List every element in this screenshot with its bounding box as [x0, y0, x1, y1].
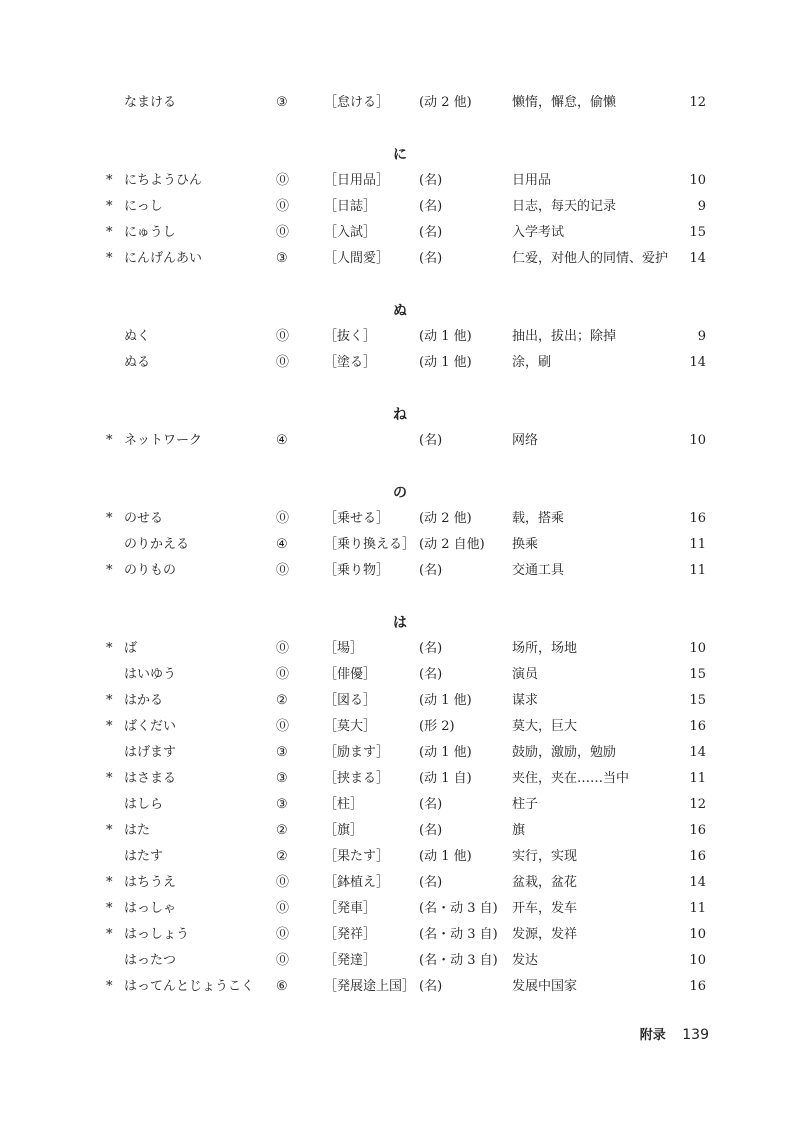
glossary-entry: [0, 662, 800, 688]
glossary-entry: [0, 350, 800, 376]
entry-accent: ⑥: [276, 979, 288, 994]
entry-accent: ②: [276, 849, 288, 864]
entry-reading: のせる: [124, 511, 164, 526]
entry-kanji: ［励ます］: [324, 745, 390, 760]
page-footer: [640, 1024, 709, 1043]
entry-reading: なまける: [124, 95, 177, 110]
entry-kanji: ［発達］: [324, 953, 377, 968]
entry-accent: ③: [276, 771, 288, 786]
glossary-entry: [0, 792, 800, 818]
entry-part-of-speech: (名): [419, 433, 443, 448]
entry-reading: はさまる: [124, 771, 177, 786]
entry-kanji: ［乗り物］: [324, 563, 390, 578]
glossary-entry: [0, 324, 800, 350]
entry-lesson-number: 10: [689, 641, 706, 656]
entry-lesson-number: 15: [689, 225, 706, 240]
entry-lesson-number: 9: [697, 199, 706, 214]
entry-accent: ⓪: [276, 719, 290, 734]
glossary-entry: [0, 948, 800, 974]
entry-lesson-number: 16: [689, 823, 706, 838]
entry-part-of-speech: (动 1 他): [419, 693, 472, 708]
entry-accent: ⓪: [276, 329, 290, 344]
entry-reading: はた: [124, 823, 151, 838]
entry-lesson-number: 12: [689, 797, 706, 812]
entry-part-of-speech: (名): [419, 199, 443, 214]
entry-accent: ⓪: [276, 953, 290, 968]
entry-meaning: 换乘: [512, 537, 539, 552]
entry-reading: にっし: [124, 199, 163, 214]
entry-kanji: ［日誌］: [324, 199, 377, 214]
glossary-entry: [0, 896, 800, 922]
entry-star-mark: *: [106, 173, 113, 188]
entry-accent: ④: [276, 537, 288, 552]
entry-part-of-speech: (动 1 自): [419, 771, 472, 786]
entry-star-mark: *: [106, 719, 113, 734]
entry-star-mark: *: [106, 693, 113, 708]
entry-kanji: ［柱］: [324, 797, 364, 812]
entry-reading: のりかえる: [124, 537, 190, 552]
entry-part-of-speech: (动 1 他): [419, 329, 472, 344]
entry-accent: ⓪: [276, 563, 290, 578]
entry-reading: はっしょう: [124, 927, 190, 942]
entry-lesson-number: 14: [689, 875, 706, 890]
glossary-entry: [0, 818, 800, 844]
entry-kanji: ［日用品］: [324, 173, 390, 188]
entry-meaning: 抽出，拔出；除掉: [512, 329, 617, 344]
entry-accent: ④: [276, 433, 288, 448]
entry-star-mark: *: [106, 199, 113, 214]
entry-reading: ばくだい: [124, 719, 177, 734]
entry-accent: ③: [276, 95, 288, 110]
entry-meaning: 夹住，夹在……当中: [512, 771, 630, 786]
entry-star-mark: *: [106, 771, 113, 786]
entry-part-of-speech: (动 1 他): [419, 849, 472, 864]
footer-label: 附录: [639, 1028, 666, 1043]
entry-meaning: 实行，实现: [512, 849, 578, 864]
entry-lesson-number: 16: [689, 511, 706, 526]
glossary-entry: [0, 766, 800, 792]
entry-accent: ②: [276, 823, 288, 838]
section-heading: は: [393, 615, 407, 631]
entry-lesson-number: 9: [697, 329, 706, 344]
entry-meaning: 网络: [512, 433, 539, 448]
page-number: 139: [682, 1027, 709, 1043]
entry-kanji: ［鉢植え］: [324, 875, 390, 890]
entry-meaning: 发达: [512, 953, 539, 968]
glossary-entry: [0, 844, 800, 870]
entry-meaning: 开车，发车: [512, 901, 578, 916]
entry-kanji: ［怠ける］: [324, 95, 390, 110]
glossary-entry: [0, 90, 800, 116]
entry-kanji: ［発祥］: [324, 927, 377, 942]
entry-kanji: ［挟まる］: [324, 771, 390, 786]
section-heading: の: [393, 485, 407, 501]
entry-meaning: 日志，每天的记录: [512, 199, 617, 214]
entry-kanji: ［場］: [324, 641, 364, 656]
entry-reading: はいゆう: [124, 667, 177, 682]
entry-accent: ⓪: [276, 511, 290, 526]
entry-kanji: ［旗］: [324, 823, 364, 838]
entry-kanji: ［乗り換える］: [324, 537, 416, 552]
entry-part-of-speech: (名): [419, 641, 443, 656]
entry-part-of-speech: (动 2 他): [419, 511, 472, 526]
entry-reading: はってんとじょうこく: [124, 979, 255, 994]
entry-star-mark: *: [106, 433, 113, 448]
entry-part-of-speech: (名): [419, 173, 443, 188]
entry-meaning: 演员: [512, 667, 539, 682]
entry-accent: ③: [276, 251, 288, 266]
glossary-entry: [0, 428, 800, 454]
entry-part-of-speech: (动 2 自他): [419, 537, 485, 552]
entry-part-of-speech: (形 2): [419, 719, 455, 734]
entry-star-mark: *: [106, 563, 113, 578]
glossary-entry: [0, 870, 800, 896]
entry-lesson-number: 11: [689, 537, 706, 552]
entry-meaning: 仁爱，对他人的同情、爱护: [512, 251, 669, 266]
entry-reading: ば: [124, 641, 138, 656]
glossary-entry: [0, 506, 800, 532]
entry-part-of-speech: (名): [419, 875, 443, 890]
entry-kanji: ［図る］: [324, 693, 377, 708]
entry-lesson-number: 11: [689, 771, 706, 786]
entry-meaning: 柱子: [512, 797, 539, 812]
entry-meaning: 发源，发祥: [512, 927, 578, 942]
entry-kanji: ［莫大］: [324, 719, 377, 734]
entry-star-mark: *: [106, 875, 113, 890]
entry-part-of-speech: (名): [419, 823, 443, 838]
entry-accent: ⓪: [276, 927, 290, 942]
glossary-entry: [0, 194, 800, 220]
entry-part-of-speech: (名): [419, 251, 443, 266]
entry-star-mark: *: [106, 251, 113, 266]
entry-star-mark: *: [106, 225, 113, 240]
entry-meaning: 旗: [512, 823, 526, 838]
glossary-entry: [0, 558, 800, 584]
entry-kanji: ［入試］: [324, 225, 377, 240]
entry-reading: はかる: [124, 693, 164, 708]
entry-reading: にんげんあい: [124, 251, 203, 266]
entry-part-of-speech: (名): [419, 979, 443, 994]
entry-lesson-number: 11: [689, 563, 706, 578]
entry-lesson-number: 16: [689, 719, 706, 734]
entry-lesson-number: 11: [689, 901, 706, 916]
entry-kanji: ［抜く］: [324, 329, 377, 344]
entry-lesson-number: 10: [689, 927, 706, 942]
entry-reading: はったつ: [124, 953, 177, 968]
entry-accent: ⓪: [276, 901, 290, 916]
entry-reading: にゅうし: [124, 225, 176, 240]
entry-lesson-number: 10: [689, 173, 706, 188]
entry-star-mark: *: [106, 641, 113, 656]
entry-accent: ③: [276, 745, 288, 760]
entry-meaning: 谋求: [512, 693, 539, 708]
entry-star-mark: *: [106, 823, 113, 838]
entry-meaning: 载，搭乘: [512, 511, 565, 526]
entry-accent: ⓪: [276, 641, 290, 656]
entry-reading: ぬる: [124, 355, 151, 370]
entry-star-mark: *: [106, 901, 113, 916]
entry-part-of-speech: (名): [419, 667, 443, 682]
entry-star-mark: *: [106, 927, 113, 942]
entry-reading: ぬく: [124, 329, 151, 344]
entry-accent: ⓪: [276, 173, 290, 188]
entry-meaning: 涂，刷: [512, 355, 552, 370]
entry-part-of-speech: (动 2 他): [419, 95, 472, 110]
entry-lesson-number: 14: [689, 355, 706, 370]
entry-accent: ⓪: [276, 875, 290, 890]
entry-lesson-number: 14: [689, 251, 706, 266]
entry-meaning: 场所，场地: [512, 641, 578, 656]
glossary-entry: [0, 974, 800, 1000]
entry-accent: ⓪: [276, 667, 290, 682]
entry-reading: はちうえ: [124, 875, 177, 890]
entry-kanji: ［発展途上国］: [324, 979, 416, 994]
entry-meaning: 交通工具: [512, 563, 565, 578]
entry-reading: はたす: [124, 849, 164, 864]
entry-lesson-number: 15: [689, 667, 706, 682]
entry-reading: はっしゃ: [124, 901, 177, 916]
glossary-entry: [0, 688, 800, 714]
entry-reading: ネットワーク: [124, 433, 203, 448]
entry-kanji: ［乗せる］: [324, 511, 390, 526]
entry-accent: ②: [276, 693, 288, 708]
entry-lesson-number: 16: [689, 849, 706, 864]
entry-reading: のりもの: [124, 563, 177, 578]
entry-meaning: 懒惰，懈怠，偷懒: [512, 95, 617, 110]
glossary-entry: [0, 168, 800, 194]
entry-star-mark: *: [106, 979, 113, 994]
entry-part-of-speech: (名・动 3 自): [419, 927, 498, 942]
entry-lesson-number: 14: [689, 745, 706, 760]
entry-kanji: ［俳優］: [324, 667, 377, 682]
entry-part-of-speech: (名・动 3 自): [419, 901, 498, 916]
entry-meaning: 盆栽，盆花: [512, 875, 578, 890]
entry-meaning: 日用品: [512, 173, 552, 188]
glossary-entry: [0, 714, 800, 740]
glossary-entry: [0, 922, 800, 948]
entry-accent: ③: [276, 797, 288, 812]
glossary-entry: [0, 532, 800, 558]
entry-part-of-speech: (名): [419, 797, 443, 812]
entry-reading: はげます: [124, 745, 177, 760]
entry-reading: はしら: [124, 797, 164, 812]
entry-lesson-number: 10: [689, 953, 706, 968]
entry-kanji: ［人間愛］: [324, 251, 390, 266]
entry-meaning: 莫大，巨大: [512, 719, 578, 734]
entry-meaning: 鼓励，激励，勉励: [512, 745, 617, 760]
entry-part-of-speech: (动 1 他): [419, 745, 472, 760]
glossary-entry: [0, 636, 800, 662]
entry-accent: ⓪: [276, 355, 290, 370]
entry-star-mark: *: [106, 511, 113, 526]
entry-accent: ⓪: [276, 225, 290, 240]
entry-meaning: 入学考试: [512, 225, 565, 240]
entry-part-of-speech: (名・动 3 自): [419, 953, 498, 968]
entry-reading: にちようひん: [124, 173, 203, 188]
entry-meaning: 发展中国家: [512, 979, 578, 994]
entry-lesson-number: 12: [689, 95, 706, 110]
glossary-entry: [0, 740, 800, 766]
entry-part-of-speech: (动 1 他): [419, 355, 472, 370]
section-heading: ね: [393, 407, 407, 423]
section-heading: に: [393, 147, 407, 163]
entry-part-of-speech: (名): [419, 225, 443, 240]
glossary-entry: [0, 220, 800, 246]
entry-lesson-number: 10: [689, 433, 706, 448]
entry-accent: ⓪: [276, 199, 290, 214]
entry-kanji: ［塗る］: [324, 355, 377, 370]
entry-part-of-speech: (名): [419, 563, 443, 578]
entry-kanji: ［発車］: [324, 901, 377, 916]
entry-lesson-number: 16: [689, 979, 706, 994]
section-heading: ぬ: [393, 303, 407, 319]
entry-lesson-number: 15: [689, 693, 706, 708]
glossary-entry: [0, 246, 800, 272]
entry-kanji: ［果たす］: [324, 849, 390, 864]
